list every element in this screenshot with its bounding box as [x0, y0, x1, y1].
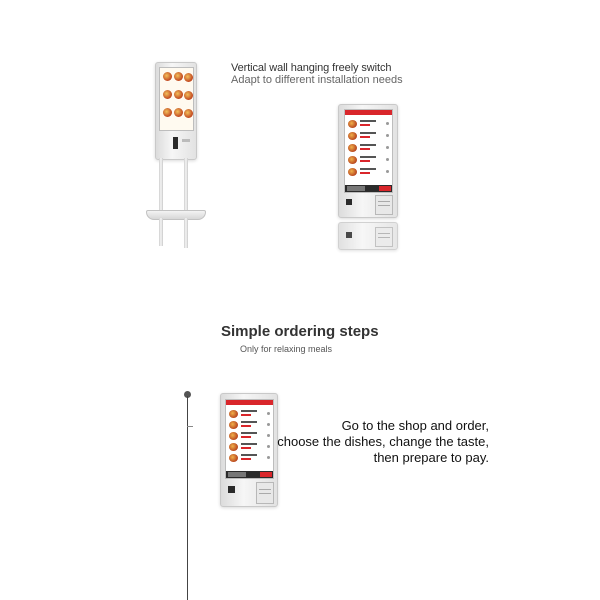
wall-kiosk-image [338, 104, 398, 250]
standing-kiosk-screen [159, 67, 194, 131]
intro-line-2: Adapt to different installation needs [231, 74, 403, 86]
step-kiosk-screen [225, 399, 274, 479]
standing-kiosk-image [140, 60, 210, 250]
card-slot [173, 137, 178, 149]
wall-kiosk-screen [344, 109, 393, 193]
standing-kiosk-tray [146, 210, 206, 220]
step-description [277, 418, 489, 466]
section-subtitle: Only for relaxing meals [240, 344, 333, 354]
standing-kiosk-body [155, 62, 197, 160]
section-title: Simple ordering steps [221, 323, 379, 340]
step-kiosk-image [220, 393, 278, 507]
step-line-1: Go to the shop and order, [341, 418, 489, 433]
timeline-tick [187, 426, 193, 427]
intro-line-1: Vertical wall hanging freely switch [231, 62, 392, 74]
step-line-2: choose the dishes, change the taste, [277, 434, 489, 449]
step-line-3: then prepare to pay. [373, 450, 489, 465]
